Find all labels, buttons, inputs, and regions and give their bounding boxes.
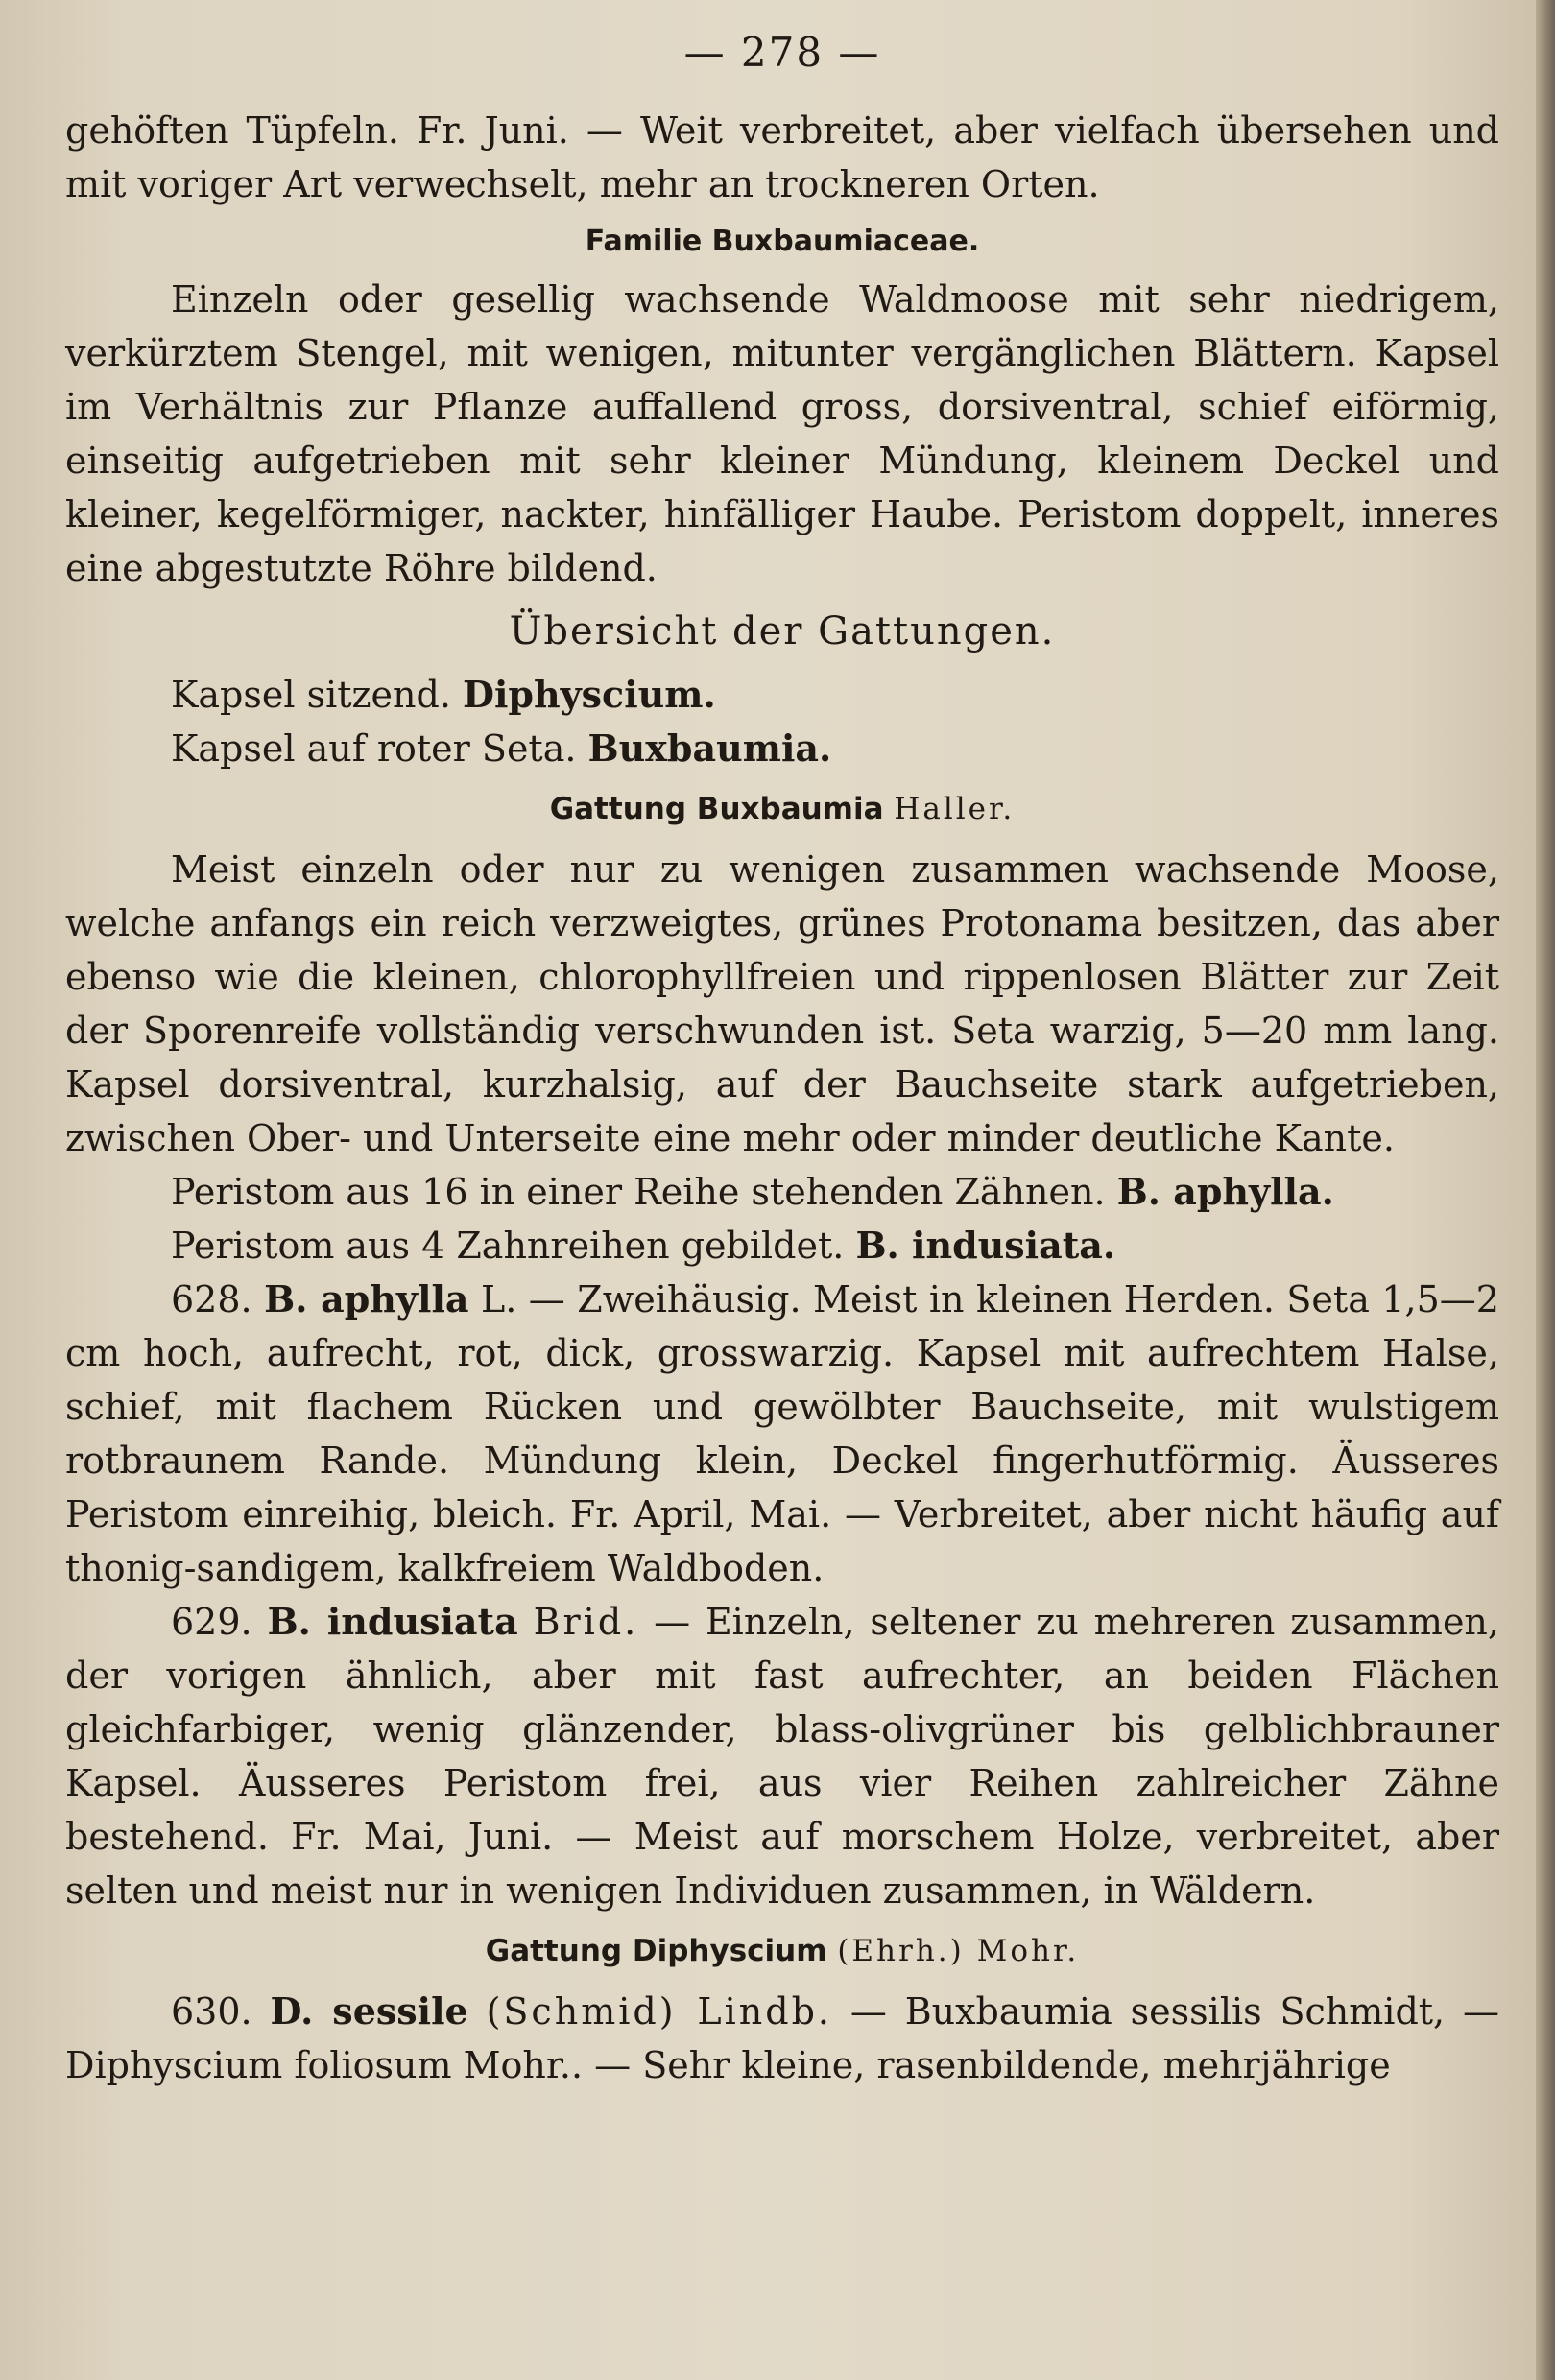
key-text: Peristom aus 16 in einer Reihe stehenden Zähnen. [171, 1171, 1106, 1213]
key-genus: Buxbaumia. [587, 726, 832, 770]
genus-author: (Ehrh.) Mohr. [837, 1934, 1080, 1968]
species-text: — Buxbaumia sessilis Schmidt, — Diphyscium foliosum Mohr.. — Sehr kleine, rasenbildende, mehrjährige [65, 1990, 1499, 2086]
overview-heading: Übersicht der Gattungen. [509, 609, 1056, 654]
key-line-aphylla [65, 1165, 1499, 1219]
species-text: — Einzeln, seltener zu mehreren zusammen, der vorigen ähnlich, aber mit fast aufrechter, an beiden Flächen gleichfarbiger, wenig glänzender, blass-olivgrüner bis gelblichbrauner Kapsel. Äusseres Peristom frei, aus vier Reihen zahlreicher Zähne bestehend. Fr. Mai, Juni. — Meist auf morschem Holze, verbreitet, aber selten und meist nur in wenigen Individuen zusammen, in Wäldern. [65, 1601, 1499, 1912]
page-number: — 278 — [683, 29, 881, 76]
page-spine-shadow [1536, 0, 1555, 2380]
species-entry-628 [65, 1273, 1499, 1595]
genus-heading-diphyscium [65, 1917, 1499, 1985]
species-text: L. — Zweihäusig. Meist in kleinen Herden. Seta 1,5—2 cm hoch, aufrecht, rot, dick, grosswarzig. Kapsel mit aufrechtem Halse, schief, mit flachem Rücken und gewölbter Bauchseite, mit wulstigem rotbraunem Rande. Mündung klein, Deckel fingerhutförmig. Äusseres Peristom einreihig, bleich. Fr. April, Mai. — Verbreitet, aber nicht häufig auf thonig-sandigem, kalkfreiem Waldboden. [65, 1278, 1499, 1589]
genus-name: Gattung Diphyscium [485, 1934, 827, 1968]
genus-name: Gattung Buxbaumia [549, 792, 884, 826]
species-author: (Schmid) Lindb. [486, 1990, 832, 2033]
species-entry-630 [65, 1985, 1499, 2092]
species-name: B. aphylla [264, 1277, 469, 1321]
key-species: B. indusiata. [855, 1224, 1116, 1267]
species-name: D. sessile [270, 1989, 468, 2033]
species-number: 628. [171, 1278, 252, 1321]
genus-heading-buxbaumia [65, 775, 1499, 843]
key-text: Kapsel sitzend. [171, 674, 451, 716]
key-text: Peristom aus 4 Zahnreihen gebildet. [171, 1225, 845, 1267]
species-number: 629. [171, 1601, 252, 1643]
page-text [65, 19, 1499, 2092]
key-text: Kapsel auf roter Seta. [171, 727, 577, 770]
key-species: B. aphylla. [1116, 1170, 1334, 1213]
family-description: Einzeln oder gesellig wachsende Waldmoose mit sehr niedrigem, verkürztem Stengel, mit wenigen, mitunter vergänglichen Blättern. Kapsel im Verhältnis zur Pflanze auffallend gross, dorsiventral, schief eiförmig, einseitig aufgetrieben mit sehr kleiner Mündung, kleinem Deckel und kleiner, kegelförmiger, nackter, hinfälliger Haube. Peristom doppelt, inneres eine abgestutzte Röhre bildend. [65, 278, 1499, 589]
genus-description-buxbaumia: Meist einzeln oder nur zu wenigen zusammen wachsende Moose, welche anfangs ein reich verzweigtes, grünes Protonama besitzen, das aber ebenso wie die kleinen, chlorophyllfreien und rippenlosen Blätter zur Zeit der Sporenreife vollständig verschwunden ist. Seta warzig, 5—20 mm lang. Kapsel dorsiventral, kurzhalsig, auf der Bauchseite stark aufgetrieben, zwischen Ober- und Unterseite eine mehr oder minder deutliche Kante. [65, 848, 1499, 1159]
key-line-buxbaumia [65, 722, 1499, 775]
species-author: Brid. [533, 1601, 639, 1643]
family-heading: Familie Buxbaumiaceae. [585, 225, 980, 258]
paragraph-continued: gehöften Tüpfeln. Fr. Juni. — Weit verbreitet, aber vielfach übersehen und mit voriger Art verwechselt, mehr an trockneren Orten. [65, 109, 1499, 205]
key-line-indusiata [65, 1219, 1499, 1273]
key-line-diphyscium [65, 668, 1499, 722]
species-entry-629 [65, 1595, 1499, 1917]
species-name: B. indusiata [267, 1600, 518, 1643]
genus-author: Haller. [894, 792, 1016, 826]
species-number: 630. [171, 1990, 252, 2033]
key-genus: Diphyscium. [463, 673, 716, 716]
